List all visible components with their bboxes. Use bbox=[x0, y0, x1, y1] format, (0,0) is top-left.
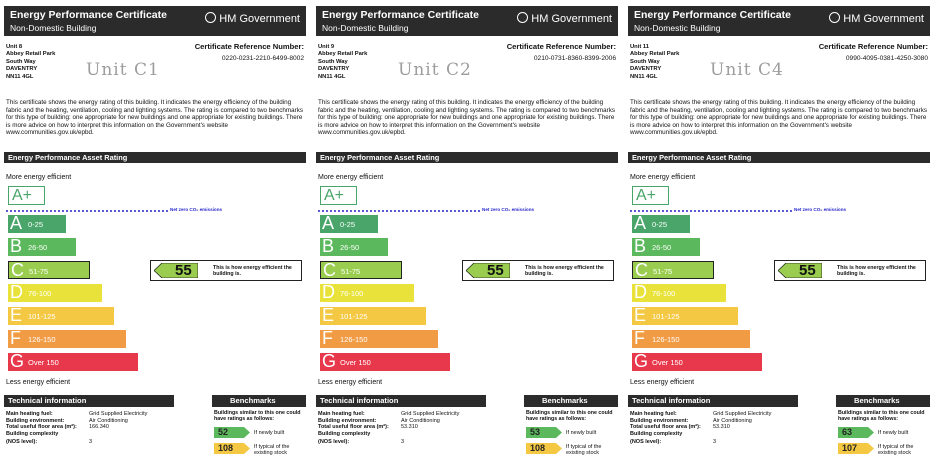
band-range: 0-25 bbox=[28, 220, 44, 229]
address-line: NN11 4GL bbox=[6, 73, 34, 80]
reference-number: 0210-0731-8360-8399-2006 bbox=[533, 55, 616, 62]
address-line: South Way bbox=[6, 58, 36, 65]
band-range: Over 150 bbox=[652, 358, 683, 367]
rating-band-e bbox=[632, 307, 738, 325]
nos-label: (NOS level): bbox=[630, 439, 662, 446]
certificate-title: Energy Performance Certificate bbox=[634, 9, 791, 21]
epc-certificate bbox=[0, 2, 306, 461]
nos-value: 3 bbox=[89, 439, 93, 446]
environment-label: Building environment: bbox=[6, 417, 65, 424]
reference-label: Certificate Reference Number: bbox=[194, 42, 304, 51]
crest-icon bbox=[517, 12, 528, 23]
band-range: Over 150 bbox=[340, 358, 371, 367]
rating-band-d bbox=[632, 284, 726, 302]
intro-text: This certificate shows the energy rating of this building. It indicates the energy efficiency of the building fabric and the heating, ventilation, cooling and lighting systems. The rating is compared to two benchmarks for this type of building: one appropriate for new buildings and one appropriate for existing buildings. There is more advice on how to interpret this information on the Government's website www.communities.gov.uk/epbd. bbox=[630, 99, 928, 137]
band-letter: E bbox=[10, 305, 23, 325]
band-range: 76-100 bbox=[652, 289, 676, 298]
net-zero-label: Net zero CO₂ emissions bbox=[482, 207, 535, 212]
band-range: 76-100 bbox=[340, 289, 364, 298]
reference-label: Certificate Reference Number: bbox=[818, 42, 928, 51]
band-range: 101-125 bbox=[340, 312, 368, 321]
rating-band-d bbox=[8, 284, 102, 302]
rating-band-a bbox=[320, 215, 378, 233]
band-range: 0-25 bbox=[340, 220, 356, 229]
band-letter: G bbox=[10, 351, 25, 371]
environment-value: Air Conditioning bbox=[89, 417, 128, 424]
rating-band-b bbox=[8, 238, 76, 256]
rating-band-g bbox=[320, 353, 450, 371]
rating-value: 55 bbox=[175, 262, 192, 279]
certificate-header bbox=[4, 6, 306, 36]
handwritten-unit-note: Unit C2 bbox=[398, 60, 472, 80]
rating-indicator bbox=[150, 260, 302, 281]
band-range: 126-150 bbox=[28, 335, 56, 344]
a-plus-band: A+ bbox=[320, 186, 357, 205]
rating-band-c bbox=[632, 261, 714, 279]
band-range: 0-25 bbox=[652, 220, 668, 229]
benchmark-new-label: If newly built bbox=[878, 430, 909, 436]
more-efficient-label: More energy efficient bbox=[318, 174, 384, 181]
band-letter: F bbox=[322, 328, 333, 348]
crest-icon bbox=[829, 12, 840, 23]
more-efficient-label: More energy efficient bbox=[6, 174, 72, 181]
address-line: NN11 4GL bbox=[318, 73, 346, 80]
floor-area-label: Total useful floor area (m²): bbox=[6, 424, 77, 431]
band-letter: A bbox=[634, 213, 647, 233]
band-range: 126-150 bbox=[652, 335, 680, 344]
benchmarks-intro: Buildings similar to this one could have ratings as follows: bbox=[526, 410, 613, 422]
address-line: Abbey Retail Park bbox=[318, 51, 368, 58]
environment-value: Air Conditioning bbox=[713, 417, 752, 424]
heating-fuel-value: Grid Supplied Electricity bbox=[89, 411, 148, 417]
certificate-header bbox=[316, 6, 618, 36]
band-letter: D bbox=[10, 282, 23, 302]
band-range: 51-75 bbox=[653, 267, 673, 276]
certificate-subtitle: Non-Domestic Building bbox=[634, 23, 721, 33]
certificate-subtitle: Non-Domestic Building bbox=[322, 23, 409, 33]
benchmark-existing-label: If typical of the existing stock bbox=[254, 444, 290, 456]
rating-band-d bbox=[320, 284, 414, 302]
address-line: DAVENTRY bbox=[318, 66, 350, 73]
net-zero-label: Net zero CO₂ emissions bbox=[794, 207, 847, 212]
rating-band-e bbox=[8, 307, 114, 325]
a-plus-band: A+ bbox=[632, 186, 669, 205]
rating-value: 55 bbox=[487, 262, 504, 279]
reference-number: 0220-0231-2210-6499-8002 bbox=[221, 55, 304, 62]
technical-info-title: Technical information bbox=[316, 395, 486, 407]
heating-fuel-value: Grid Supplied Electricity bbox=[713, 411, 772, 417]
indicator-text: This is how energy efficient the building is. bbox=[837, 265, 916, 277]
technical-info-title: Technical information bbox=[628, 395, 798, 407]
band-letter: A bbox=[10, 213, 23, 233]
less-efficient-label: Less energy efficient bbox=[6, 379, 71, 386]
floor-area-value: 53.310 bbox=[713, 424, 730, 431]
complexity-label: Building complexity bbox=[630, 430, 683, 437]
address-line: NN11 4GL bbox=[630, 73, 658, 80]
rating-band-f bbox=[632, 330, 750, 348]
address-line: Unit 11 bbox=[630, 44, 650, 50]
band-letter: E bbox=[634, 305, 647, 325]
band-range: 101-125 bbox=[28, 312, 56, 321]
asset-rating-title: Energy Performance Asset Rating bbox=[628, 152, 930, 163]
benchmark-existing-label: If typical of the existing stock bbox=[878, 444, 914, 456]
floor-area-value: 53.310 bbox=[401, 424, 418, 431]
reference-number: 0990-4095-0381-4250-3080 bbox=[845, 55, 928, 62]
certificate-title: Energy Performance Certificate bbox=[10, 9, 167, 21]
benchmarks-title: Benchmarks bbox=[212, 395, 306, 407]
heating-fuel-label: Main heating fuel: bbox=[318, 411, 365, 417]
building-address bbox=[630, 44, 679, 81]
technical-info bbox=[318, 411, 518, 446]
rating-band-b bbox=[632, 238, 700, 256]
band-range: 76-100 bbox=[28, 289, 52, 298]
rating-band-c bbox=[320, 261, 402, 279]
indicator-text: This is how energy efficient the building is. bbox=[525, 265, 604, 277]
technical-info-title: Technical information bbox=[4, 395, 174, 407]
environment-label: Building environment: bbox=[630, 417, 689, 424]
band-letter: A bbox=[322, 213, 335, 233]
handwritten-unit-note: Unit C1 bbox=[86, 60, 160, 80]
epc-certificate bbox=[624, 2, 930, 461]
benchmark-new-label: If newly built bbox=[254, 430, 285, 436]
intro-text: This certificate shows the energy rating of this building. It indicates the energy efficiency of the building fabric and the heating, ventilation, cooling and lighting systems. The rating is compared to two benchmarks for this type of building: one appropriate for new buildings and one appropriate for existing buildings. There is more advice on how to interpret this information on the Government's website www.communities.gov.uk/epbd. bbox=[6, 99, 304, 137]
nos-label: (NOS level): bbox=[318, 439, 350, 446]
band-letter: C bbox=[635, 260, 648, 280]
band-letter: G bbox=[322, 351, 337, 371]
reference-label: Certificate Reference Number: bbox=[506, 42, 616, 51]
rating-band-a bbox=[8, 215, 66, 233]
band-letter: E bbox=[322, 305, 335, 325]
band-range: 51-75 bbox=[341, 267, 361, 276]
rating-indicator bbox=[774, 260, 926, 281]
rating-band-a bbox=[632, 215, 690, 233]
band-range: Over 150 bbox=[28, 358, 59, 367]
band-letter: C bbox=[11, 260, 24, 280]
heating-fuel-label: Main heating fuel: bbox=[630, 411, 677, 417]
crest-icon bbox=[205, 12, 216, 23]
floor-area-label: Total useful floor area (m²): bbox=[318, 424, 389, 431]
band-letter: C bbox=[323, 260, 336, 280]
indicator-text: This is how energy efficient the building is. bbox=[213, 265, 292, 277]
certificate-header bbox=[628, 6, 930, 36]
hm-government-logo bbox=[517, 12, 612, 25]
less-efficient-label: Less energy efficient bbox=[630, 379, 695, 386]
intro-text: This certificate shows the energy rating of this building. It indicates the energy efficiency of the building fabric and the heating, ventilation, cooling and lighting systems. The rating is compared to two benchmarks for this type of building: one appropriate for new buildings and one appropriate for existing buildings. There is more advice on how to interpret this information on the Government's website www.communities.gov.uk/epbd. bbox=[318, 99, 616, 137]
address-line: Unit 8 bbox=[6, 44, 23, 50]
rating-band-c bbox=[8, 261, 90, 279]
benchmarks-intro: Buildings similar to this one could have ratings as follows: bbox=[838, 410, 925, 422]
asset-rating-title: Energy Performance Asset Rating bbox=[316, 152, 618, 163]
net-zero-line bbox=[318, 210, 480, 212]
rating-band-g bbox=[632, 353, 762, 371]
rating-band-g bbox=[8, 353, 138, 371]
band-letter: G bbox=[634, 351, 649, 371]
net-zero-line bbox=[630, 210, 792, 212]
benchmark-existing-value: 107 bbox=[842, 443, 858, 453]
technical-info bbox=[630, 411, 830, 446]
band-letter: B bbox=[634, 236, 647, 256]
band-letter: F bbox=[634, 328, 645, 348]
complexity-label: Building complexity bbox=[6, 430, 59, 437]
band-letter: B bbox=[10, 236, 23, 256]
benchmarks-title: Benchmarks bbox=[836, 395, 930, 407]
hm-government-logo bbox=[829, 12, 924, 25]
nos-value: 3 bbox=[713, 439, 717, 446]
handwritten-unit-note: Unit C4 bbox=[710, 60, 784, 80]
rating-indicator bbox=[462, 260, 614, 281]
benchmark-new-value: 53 bbox=[530, 427, 541, 437]
address-line: Abbey Retail Park bbox=[630, 51, 680, 58]
rating-band-f bbox=[8, 330, 126, 348]
rating-band-f bbox=[320, 330, 438, 348]
gov-label: HM Government bbox=[843, 13, 924, 25]
building-address bbox=[6, 44, 55, 81]
environment-label: Building environment: bbox=[318, 417, 377, 424]
heating-fuel-value: Grid Supplied Electricity bbox=[401, 411, 460, 417]
epc-certificate bbox=[312, 2, 618, 461]
benchmarks-intro: Buildings similar to this one could have ratings as follows: bbox=[214, 410, 301, 422]
band-letter: D bbox=[322, 282, 335, 302]
address-line: South Way bbox=[630, 58, 660, 65]
band-range: 126-150 bbox=[340, 335, 368, 344]
gov-label: HM Government bbox=[531, 13, 612, 25]
band-range: 51-75 bbox=[29, 267, 49, 276]
band-range: 26-50 bbox=[340, 243, 360, 252]
more-efficient-label: More energy efficient bbox=[630, 174, 696, 181]
heating-fuel-label: Main heating fuel: bbox=[6, 411, 53, 417]
benchmark-new-value: 63 bbox=[842, 427, 853, 437]
a-plus-band: A+ bbox=[8, 186, 45, 205]
net-zero-label: Net zero CO₂ emissions bbox=[170, 207, 223, 212]
rating-value: 55 bbox=[799, 262, 816, 279]
band-range: 26-50 bbox=[28, 243, 48, 252]
nos-label: (NOS level): bbox=[6, 439, 38, 446]
net-zero-line bbox=[6, 210, 168, 212]
band-letter: F bbox=[10, 328, 21, 348]
gov-label: HM Government bbox=[219, 13, 300, 25]
address-line: DAVENTRY bbox=[6, 66, 38, 73]
benchmark-new-value: 52 bbox=[218, 427, 229, 437]
benchmark-new-label: If newly built bbox=[566, 430, 597, 436]
rating-band-b bbox=[320, 238, 388, 256]
building-address bbox=[318, 44, 367, 81]
benchmark-existing-value: 108 bbox=[218, 443, 234, 453]
hm-government-logo bbox=[205, 12, 300, 25]
band-letter: D bbox=[634, 282, 647, 302]
complexity-label: Building complexity bbox=[318, 430, 371, 437]
address-line: Abbey Retail Park bbox=[6, 51, 56, 58]
address-line: Unit 9 bbox=[318, 44, 335, 50]
address-line: South Way bbox=[318, 58, 348, 65]
technical-info bbox=[6, 411, 206, 446]
address-line: DAVENTRY bbox=[630, 66, 662, 73]
nos-value: 3 bbox=[401, 439, 405, 446]
certificate-title: Energy Performance Certificate bbox=[322, 9, 479, 21]
benchmarks-title: Benchmarks bbox=[524, 395, 618, 407]
band-range: 26-50 bbox=[652, 243, 672, 252]
less-efficient-label: Less energy efficient bbox=[318, 379, 383, 386]
floor-area-value: 166.340 bbox=[89, 424, 109, 431]
benchmark-existing-label: If typical of the existing stock bbox=[566, 444, 602, 456]
band-range: 101-125 bbox=[652, 312, 680, 321]
certificate-subtitle: Non-Domestic Building bbox=[10, 23, 97, 33]
benchmark-existing-value: 108 bbox=[530, 443, 546, 453]
asset-rating-title: Energy Performance Asset Rating bbox=[4, 152, 306, 163]
rating-band-e bbox=[320, 307, 426, 325]
floor-area-label: Total useful floor area (m²): bbox=[630, 424, 701, 431]
environment-value: Air Conditioning bbox=[401, 417, 440, 424]
band-letter: B bbox=[322, 236, 335, 256]
